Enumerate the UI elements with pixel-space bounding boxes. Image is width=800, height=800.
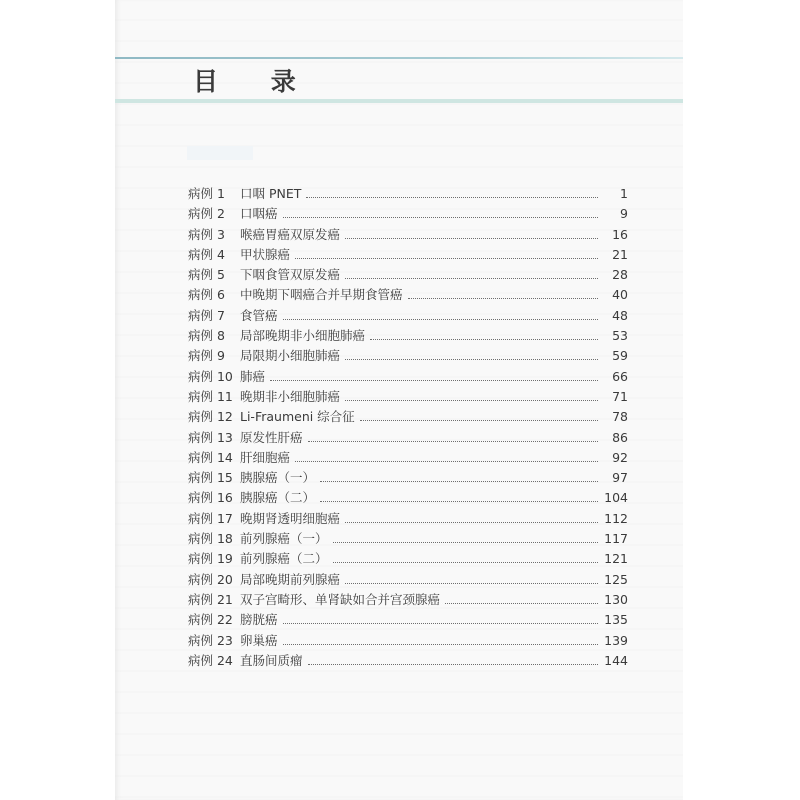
dot-leader: [333, 562, 598, 563]
case-number: 病例 8: [188, 328, 225, 344]
dot-leader: [370, 339, 598, 340]
case-title: 局部晚期非小细胞肺癌: [240, 328, 366, 344]
case-number: 病例 5: [188, 267, 225, 283]
toc-entry[interactable]: [188, 306, 628, 326]
page-number: 86: [612, 429, 628, 445]
header-rule-top: [115, 57, 683, 59]
case-title: 卵巢癌: [240, 632, 278, 648]
page-number: 28: [612, 267, 628, 283]
dot-leader: [345, 583, 598, 584]
case-number: 病例 13: [188, 429, 233, 445]
case-title: 口咽癌: [240, 206, 278, 222]
dot-leader: [270, 380, 598, 381]
dot-leader: [345, 238, 598, 239]
case-title: 局部晚期前列腺癌: [240, 571, 341, 587]
dot-leader: [283, 644, 598, 645]
page-number: 139: [604, 632, 628, 648]
dot-leader: [408, 298, 598, 299]
page-number: 135: [604, 612, 628, 628]
toc-entry[interactable]: [188, 631, 628, 651]
case-number: 病例 11: [188, 388, 233, 404]
section-label-block: [187, 146, 253, 160]
dot-leader: [345, 400, 598, 401]
page-number: 40: [612, 287, 628, 303]
toc-entry[interactable]: [188, 651, 628, 671]
case-number: 病例 3: [188, 226, 225, 242]
page-number: 125: [604, 571, 628, 587]
dot-leader: [345, 359, 598, 360]
case-number: 病例 12: [188, 409, 233, 425]
case-title: 胰腺癌（二）: [240, 490, 316, 506]
case-number: 病例 10: [188, 368, 233, 384]
toc-entry[interactable]: [188, 570, 628, 590]
toc-entry[interactable]: [188, 265, 628, 285]
dot-leader: [283, 217, 598, 218]
case-title: 肺癌: [240, 368, 266, 384]
dot-leader: [306, 197, 598, 198]
toc-entry[interactable]: [188, 245, 628, 265]
page-number: 121: [604, 551, 628, 567]
case-number: 病例 6: [188, 287, 225, 303]
case-number: 病例 21: [188, 591, 233, 607]
case-title: 胰腺癌（一）: [240, 470, 316, 486]
toc-entry[interactable]: [188, 509, 628, 529]
toc-entry[interactable]: [188, 225, 628, 245]
dot-leader: [333, 542, 598, 543]
page-number: 78: [612, 409, 628, 425]
case-number: 病例 17: [188, 510, 233, 526]
toc-entry[interactable]: [188, 468, 628, 488]
dot-leader: [295, 461, 598, 462]
page-number: 53: [612, 328, 628, 344]
case-title: 晚期非小细胞肺癌: [240, 388, 341, 404]
page-number: 1: [620, 186, 628, 201]
toc-entry[interactable]: [188, 428, 628, 448]
case-number: 病例 24: [188, 652, 233, 668]
page-number: 144: [604, 652, 628, 668]
page-number: 59: [612, 348, 628, 364]
dot-leader: [360, 420, 598, 421]
table-of-contents: [188, 184, 628, 671]
case-number: 病例 16: [188, 490, 233, 506]
page-title: 目 录: [193, 67, 318, 96]
toc-entry[interactable]: [188, 204, 628, 224]
case-title: 晚期肾透明细胞癌: [240, 510, 341, 526]
dot-leader: [345, 522, 598, 523]
toc-entry[interactable]: [188, 326, 628, 346]
case-number: 病例 14: [188, 449, 233, 465]
dot-leader: [283, 319, 598, 320]
dot-leader: [320, 501, 598, 502]
book-page: [115, 0, 683, 800]
case-title: 喉癌胃癌双原发癌: [240, 226, 341, 242]
page-number: 92: [612, 449, 628, 465]
page-number: 130: [604, 591, 628, 607]
case-title: 原发性肝癌: [240, 429, 303, 445]
case-number: 病例 15: [188, 470, 233, 486]
page-number: 112: [604, 510, 628, 526]
page-number: 48: [612, 307, 628, 323]
toc-entry[interactable]: [188, 184, 628, 204]
toc-entry[interactable]: [188, 407, 628, 427]
toc-entry[interactable]: [188, 346, 628, 366]
case-title: 口咽 PNET: [240, 186, 302, 201]
case-number: 病例 22: [188, 612, 233, 628]
case-title: 膀胱癌: [240, 612, 278, 628]
toc-entry[interactable]: [188, 488, 628, 508]
case-number: 病例 18: [188, 531, 233, 547]
dot-leader: [445, 603, 598, 604]
page-number: 66: [612, 368, 628, 384]
case-title: 下咽食管双原发癌: [240, 267, 341, 283]
toc-entry[interactable]: [188, 610, 628, 630]
toc-entry[interactable]: [188, 448, 628, 468]
toc-entry[interactable]: [188, 529, 628, 549]
case-number: 病例 2: [188, 206, 225, 222]
case-title: 局限期小细胞肺癌: [240, 348, 341, 364]
page-number: 9: [620, 206, 628, 222]
toc-entry[interactable]: [188, 387, 628, 407]
case-number: 病例 7: [188, 307, 225, 323]
page-number: 117: [604, 531, 628, 547]
page-number: 16: [612, 226, 628, 242]
case-number: 病例 20: [188, 571, 233, 587]
page-number: 71: [612, 388, 628, 404]
dot-leader: [345, 278, 598, 279]
case-number: 病例 23: [188, 632, 233, 648]
dot-leader: [295, 258, 598, 259]
case-title: 肝细胞癌: [240, 449, 291, 465]
toc-entry[interactable]: [188, 285, 628, 305]
case-number: 病例 1: [188, 186, 225, 201]
case-title: 双子宫畸形、单肾缺如合并宫颈腺癌: [240, 591, 441, 607]
dot-leader: [308, 441, 598, 442]
toc-entry[interactable]: [188, 590, 628, 610]
case-title: 前列腺癌（一）: [240, 531, 328, 547]
toc-entry[interactable]: [188, 367, 628, 387]
case-title: 中晚期下咽癌合并早期食管癌: [240, 287, 403, 303]
dot-leader: [320, 481, 598, 482]
case-title: 甲状腺癌: [240, 246, 291, 262]
case-title: Li-Fraumeni 综合征: [240, 409, 355, 425]
case-number: 病例 4: [188, 246, 225, 262]
header-rule-bottom: [115, 99, 683, 103]
toc-entry[interactable]: [188, 549, 628, 569]
page-number: 97: [612, 470, 628, 486]
case-title: 直肠间质瘤: [240, 652, 303, 668]
dot-leader: [283, 623, 598, 624]
dot-leader: [308, 664, 598, 665]
case-number: 病例 9: [188, 348, 225, 364]
page-number: 104: [604, 490, 628, 506]
case-number: 病例 19: [188, 551, 233, 567]
page-number: 21: [612, 246, 628, 262]
case-title: 前列腺癌（二）: [240, 551, 328, 567]
case-title: 食管癌: [240, 307, 278, 323]
